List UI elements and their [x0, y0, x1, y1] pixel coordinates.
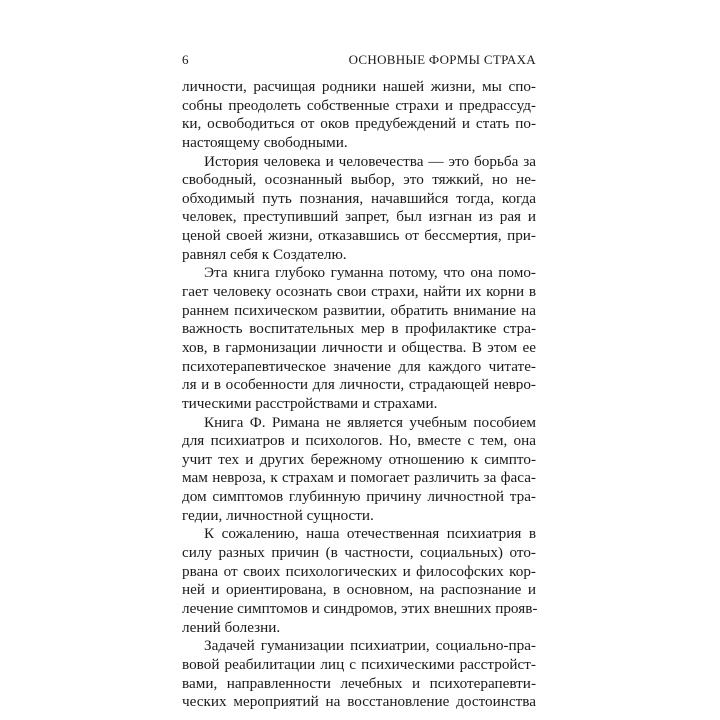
- text-line: гает человеку осознать свои страхи, найти их корни в: [182, 283, 536, 301]
- text-line: хов, в гармонизации личности и общества. В этом ее: [182, 338, 536, 356]
- text-line: Книга Ф. Римана не является учебным пособием: [204, 413, 536, 431]
- text-line: ки, освободиться от оков предубеждений и стать по-: [182, 115, 536, 133]
- text-line: ценой своей жизни, отказавшись от бессмертия, при-: [182, 227, 536, 245]
- book-page: [182, 50, 536, 712]
- page-header: [182, 50, 536, 70]
- running-head: ОСНОВНЫЕ ФОРМЫ СТРАХА: [348, 52, 536, 67]
- text-line: вами, направленности лечебных и психотерапевти-: [182, 674, 536, 692]
- text-line: вовой реабилитации лиц с психическими расстройст-: [182, 655, 536, 673]
- text-line: свободный, осознанный выбор, это тяжкий, но не-: [182, 171, 536, 189]
- text-line: ческих мероприятий на восстановление достоинства: [182, 693, 536, 711]
- text-line: ней и ориентирована, в основном, на распознание и: [182, 581, 536, 599]
- text-line: человек, преступивший запрет, был изгнан из рая и: [182, 208, 536, 226]
- text-line: мам невроза, к страхам и помогает различить за фаса-: [182, 469, 536, 487]
- text-line: психотерапевтическое значение для каждого читате-: [182, 357, 536, 375]
- text-line: учит тех и других бережному отношению к симпто-: [182, 450, 536, 468]
- text-line: личности, расчищая родники нашей жизни, мы спо-: [182, 78, 536, 95]
- text-line: настоящему свободными.: [182, 133, 348, 151]
- text-line: для психиатров и психологов. Но, вместе с тем, она: [182, 432, 536, 450]
- text-line: силу разных причин (в частности, социальных) ото-: [182, 544, 536, 562]
- text-line: Задачей гуманизации психиатрии, социально-пра-: [204, 637, 536, 655]
- text-line: раннем психическом развитии, обратить внимание на: [182, 301, 536, 319]
- body-text: [182, 78, 536, 712]
- text-line: собны преодолеть собственные страхи и предрассуд-: [182, 96, 536, 114]
- text-line: Эта книга глубоко гуманна потому, что она помо-: [204, 264, 536, 282]
- text-line: лений болезни.: [182, 618, 281, 636]
- text-line: ля и в особенности для личности, страдающей невро-: [182, 376, 536, 394]
- text-line: равнял себя к Создателю.: [182, 245, 347, 263]
- text-line: История человека и человечества — это борьба за: [204, 152, 536, 170]
- text-line: тическими расстройствами и страхами.: [182, 394, 438, 412]
- text-line: обходимый путь познания, начавшийся тогда, когда: [182, 189, 536, 207]
- text-line: К сожалению, наша отечественная психиатрия в: [204, 525, 536, 543]
- text-line: гедии, личностной сущности.: [182, 506, 374, 524]
- text-line: важность воспитательных мер в профилактике стра-: [182, 320, 536, 338]
- text-line: лечение симптомов и синдромов, этих внешних прояв-: [182, 599, 538, 617]
- page-number: 6: [182, 52, 189, 67]
- text-line: дом симптомов глубинную причину личностной тра-: [182, 488, 536, 506]
- text-line: рвана от своих психологических и философских кор-: [182, 562, 536, 580]
